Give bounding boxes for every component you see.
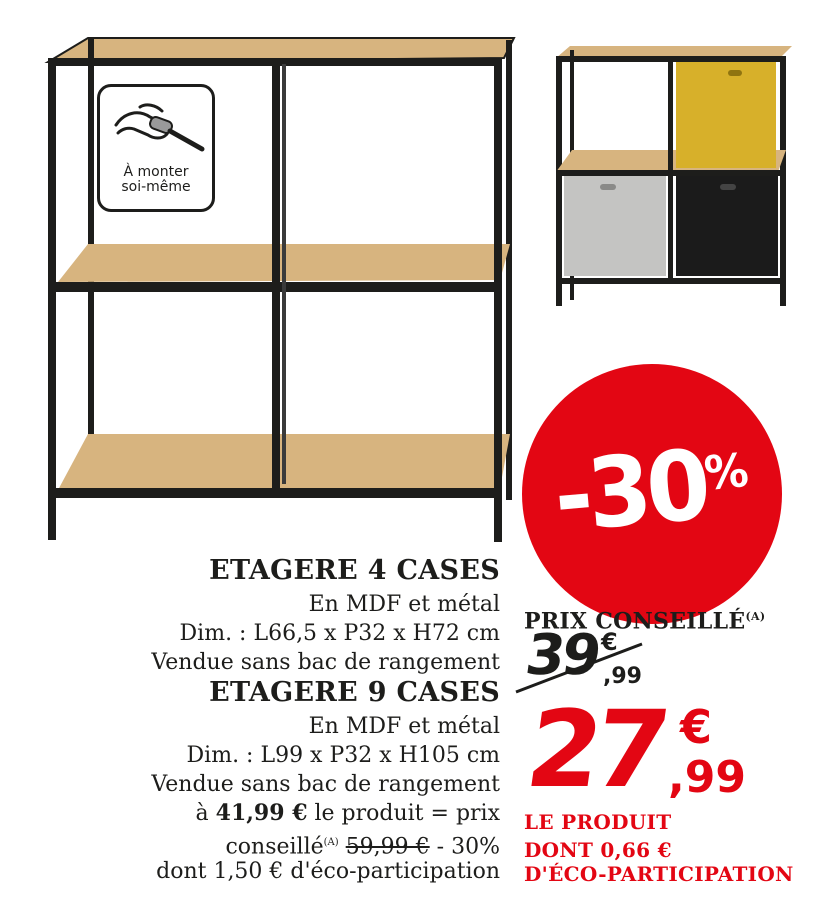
eco-line2: D'ÉCO-PARTICIPATION [524, 862, 794, 886]
per-product-label: LE PRODUIT [524, 810, 672, 834]
discount-badge [522, 364, 782, 624]
small-post-right [780, 56, 786, 306]
product1-title: ETAGERE 4 CASES [209, 555, 500, 586]
price-line-prefix: à [195, 801, 209, 826]
new-price-dec: ,99 [668, 752, 746, 803]
product2-price-line [196, 800, 500, 827]
back-post-right [506, 40, 512, 500]
discount-number: -30 [549, 428, 711, 554]
front-middle-rail [48, 282, 502, 292]
bin-yellow [676, 62, 776, 168]
product1-dimensions: Dim. : L66,5 x P32 x H72 cm [179, 621, 500, 646]
product2-note: Vendue sans bac de rangement [151, 772, 500, 797]
front-post-right [494, 58, 502, 542]
front-post-left [48, 60, 56, 540]
bin-grey [564, 176, 666, 276]
front-post-center [272, 60, 280, 490]
shelf-9-cases-image [550, 42, 796, 308]
product2-conseille-line [225, 829, 500, 860]
discount-percent: % [702, 443, 751, 502]
assembly-label [100, 165, 212, 195]
product2-material: En MDF et métal [308, 714, 500, 739]
bin-black [676, 176, 778, 276]
conseille-sup: (A) [323, 837, 339, 848]
product2-discount: - 30% [436, 834, 500, 860]
assembly-line1: À monter [123, 164, 189, 180]
discount-value [518, 426, 786, 553]
product2-eco: dont 1,50 € d'éco-participation [156, 859, 500, 884]
screwdriver-hand-icon [110, 95, 206, 159]
old-price-currency: € [601, 628, 618, 656]
prix-conseille-sup: (A) [745, 610, 766, 623]
front-top-rail [48, 58, 502, 66]
product1-note: Vendue sans bac de rangement [151, 650, 500, 675]
new-price-currency: € [680, 700, 713, 754]
prix-conseille-text: PRIX CONSEILLÉ [524, 608, 746, 635]
old-price-int: 39 [521, 623, 603, 688]
assembly-badge [97, 84, 215, 212]
front-bottom-rail [48, 488, 502, 498]
small-post-left [556, 56, 562, 306]
old-price-dec: ,99 [603, 664, 642, 689]
eco-line1: DONT 0,66 € [524, 838, 672, 862]
product1-material: En MDF et métal [308, 592, 500, 617]
conseille-prefix: conseillé [225, 834, 324, 860]
product2-old-price: 59,99 € [345, 834, 430, 860]
new-price-int: 27 [519, 688, 671, 811]
assembly-line2: soi-même [121, 179, 191, 195]
product2-title: ETAGERE 9 CASES [209, 677, 500, 708]
product2-price: 41,99 € [215, 800, 308, 826]
product2-dimensions: Dim. : L99 x P32 x H105 cm [186, 743, 500, 768]
price-line-suffix: le produit = prix [314, 801, 500, 826]
